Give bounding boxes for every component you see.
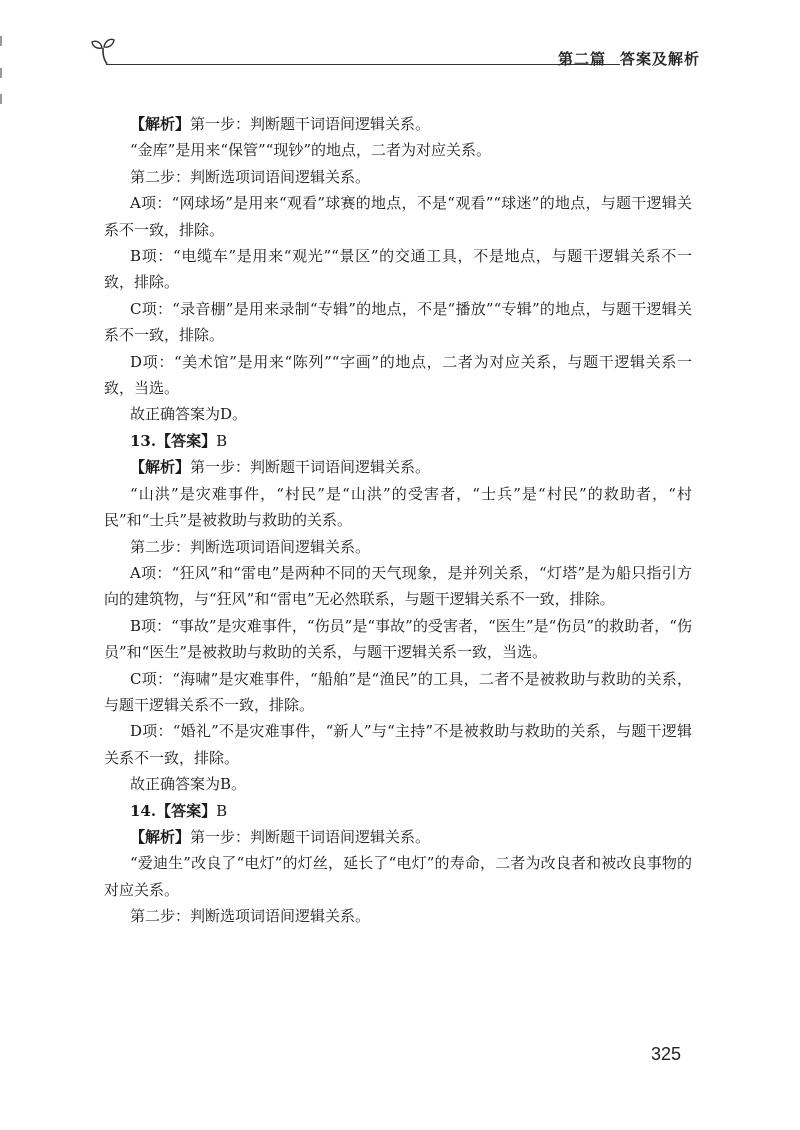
paragraph-tag: 【解析】 <box>130 115 191 133</box>
paragraph-tag: 【解析】 <box>130 827 191 846</box>
paragraph-text: “金库”是用来“保管”“现钞”的地点，二者为对应关系。 <box>130 141 492 160</box>
answer-line <box>104 798 692 824</box>
page-edge <box>0 0 3 1130</box>
paragraph <box>104 111 692 137</box>
header-rule <box>106 64 620 65</box>
page-body <box>104 111 692 930</box>
paragraph-text: A项：“网球场”是用来“观看”球赛的地点，不是“观看”“球迷”的地点，与题干逻辑关系不一致，排除。 <box>104 194 692 239</box>
header-title <box>558 48 700 69</box>
paragraph-text: 故正确答案为B。 <box>130 775 247 794</box>
answer-tag: 13.【答案】 <box>130 431 217 450</box>
paragraph-text: 第一步：判断题干词语间逻辑关系。 <box>190 827 431 846</box>
paragraph-text: C项：“录音棚”是用来录制“专辑”的地点，不是“播放”“专辑”的地点，与题干逻辑关系不一致，排除。 <box>104 299 692 345</box>
paragraph <box>104 296 692 349</box>
paragraph <box>104 718 692 771</box>
paragraph-text: B项：“电缆车”是用来“观光”“景区”的交通工具，不是地点，与题干逻辑关系不一致，排除。 <box>104 247 692 292</box>
paragraph-text: 第一步：判断题干词语间逻辑关系。 <box>190 115 431 133</box>
paragraph-text: 第二步：判断选项词语间逻辑关系。 <box>130 167 371 186</box>
paragraph-text: 第二步：判断选项词语间逻辑关系。 <box>130 537 371 556</box>
paragraph <box>104 190 692 243</box>
paragraph-text: 第一步：判断题干词语间逻辑关系。 <box>190 458 431 477</box>
answer-value: B <box>216 431 228 450</box>
header-section: 答案及解析 <box>619 50 700 68</box>
paragraph <box>104 613 692 666</box>
paragraph-text: B项：“事故”是灾难事件，“伤员”是“事故”的受害者，“医生”是“伤员”的救助者，“伤员”和“医生”是被救助与救助的关系，与题干逻辑关系一致，当选。 <box>104 616 692 662</box>
answer-line <box>104 428 692 454</box>
paragraph <box>104 454 692 480</box>
paragraph <box>104 243 692 296</box>
paragraph-text: A项：“狂风”和“雷电”是两种不同的天气现象，是并列关系，“灯塔”是为船只指引方向的建筑物，与“狂风”和“雷电”无必然联系，与题干逻辑关系不一致，排除。 <box>104 563 692 609</box>
paragraph-text: D项：“美术馆”是用来“陈列”“字画”的地点，二者为对应关系，与题干逻辑关系一致，当选。 <box>104 352 692 398</box>
paragraph <box>104 401 692 427</box>
paragraph-text: D项：“婚礼”不是灾难事件，“新人”与“主持”不是被救助与救助的关系，与题干逻辑关系不一致，排除。 <box>104 722 692 767</box>
paragraph-text: “山洪”是灾难事件，“村民”是“山洪”的受害者，“士兵”是“村民”的救助者，“村民”和“士兵”是被救助与救助的关系。 <box>104 484 692 530</box>
running-header <box>88 36 700 70</box>
paragraph <box>104 481 692 534</box>
answer-tag: 14.【答案】 <box>130 801 217 820</box>
paragraph <box>104 824 692 850</box>
paragraph <box>104 137 692 163</box>
paragraph-tag: 【解析】 <box>130 458 191 477</box>
sprout-icon <box>88 36 118 66</box>
paragraph <box>104 903 692 929</box>
page-number: 325 <box>651 1044 682 1064</box>
paragraph <box>104 666 692 719</box>
header-part: 第二篇 <box>557 50 606 68</box>
answer-value: B <box>216 801 228 820</box>
paragraph <box>104 164 692 190</box>
paragraph <box>104 850 692 903</box>
paragraph <box>104 560 692 613</box>
paragraph-text: 第二步：判断选项词语间逻辑关系。 <box>130 907 371 926</box>
paragraph <box>104 349 692 402</box>
paragraph <box>104 534 692 560</box>
paragraph-text: “爱迪生”改良了“电灯”的灯丝，延长了“电灯”的寿命，二者为改良者和被改良事物的对应关系。 <box>104 854 692 899</box>
paragraph-text: C项：“海啸”是灾难事件，“船舶”是“渔民”的工具，二者不是被救助与救助的关系，与题干逻辑关系不一致，排除。 <box>104 669 692 714</box>
paragraph <box>104 771 692 797</box>
paragraph-text: 故正确答案为D。 <box>130 405 248 424</box>
